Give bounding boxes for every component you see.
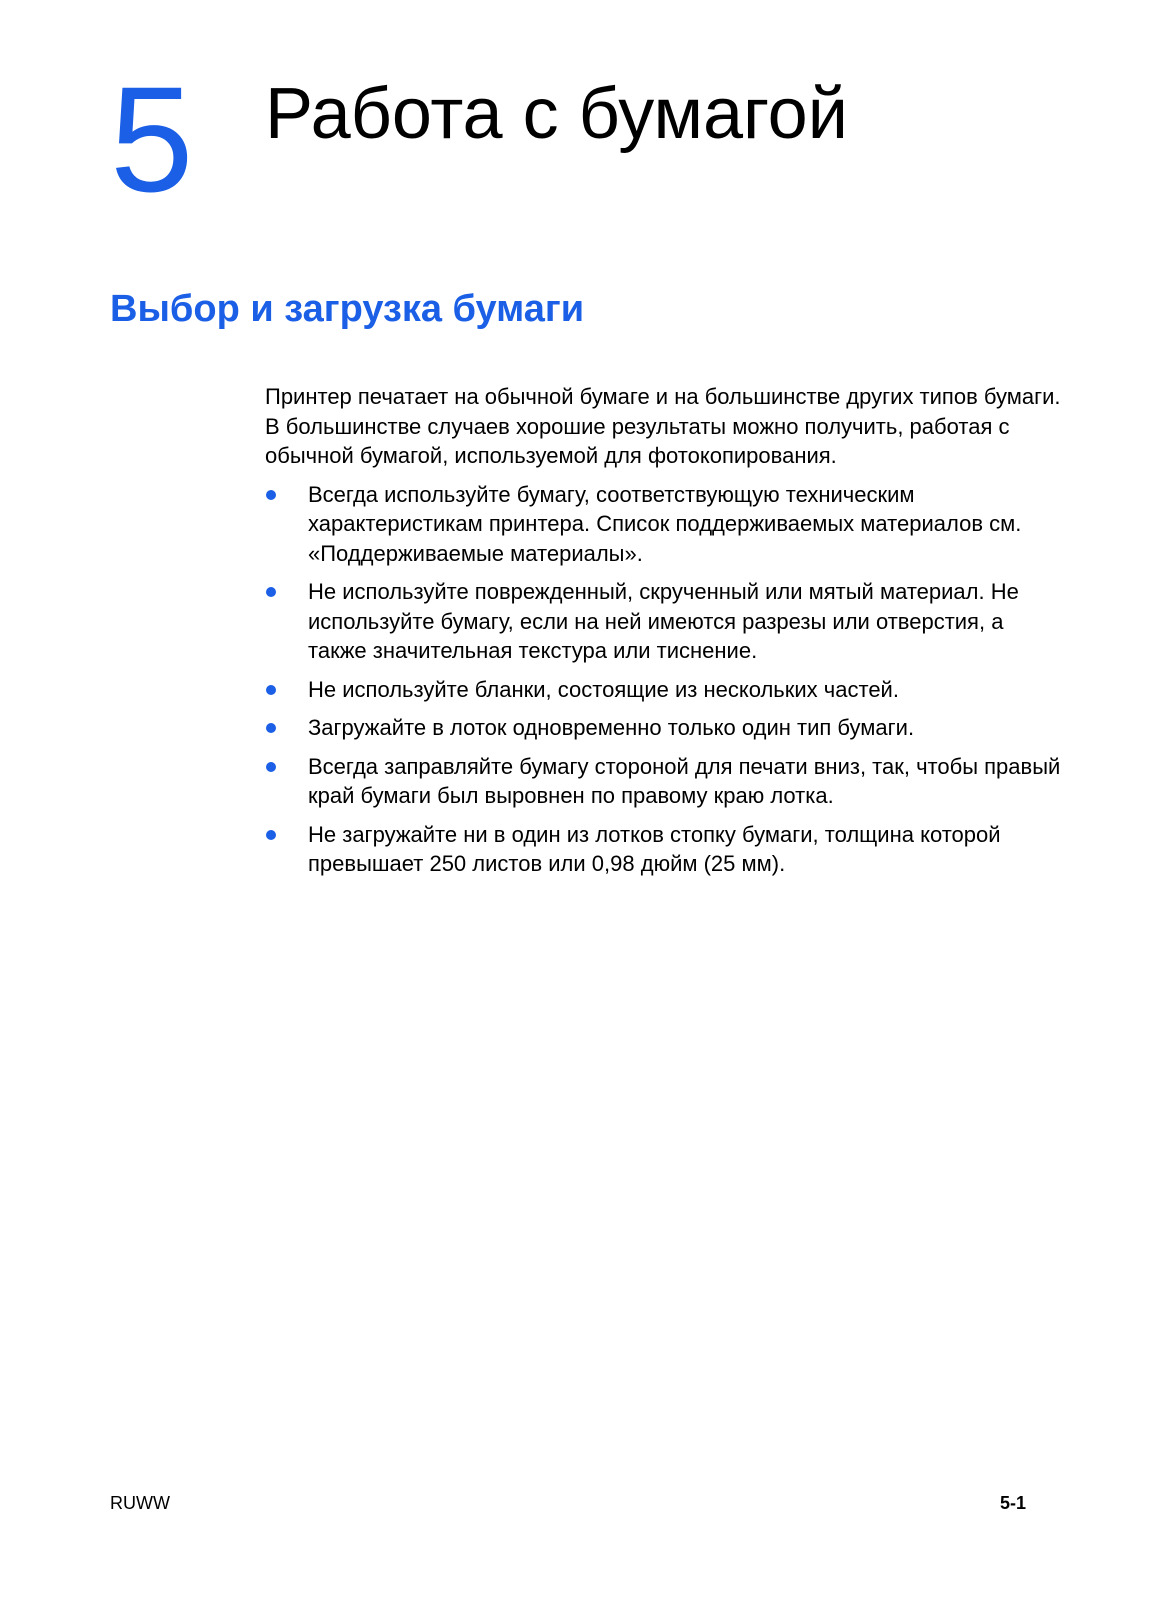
list-item xyxy=(265,480,1065,569)
list-item xyxy=(265,752,1065,811)
footer-locale-code: RUWW xyxy=(110,1493,170,1513)
chapter-title: Работа с бумагой xyxy=(265,74,848,154)
bullet-dot-icon xyxy=(266,723,276,733)
chapter-number: 5 xyxy=(110,55,194,223)
bullet-dot-icon xyxy=(266,490,276,500)
list-item xyxy=(265,577,1065,666)
bullet-dot-icon xyxy=(266,587,276,597)
bullet-dot-icon xyxy=(266,830,276,840)
section-body xyxy=(265,382,1065,888)
footer-page-number: 5-1 xyxy=(999,1493,1026,1513)
list-item-text: Загружайте в лоток одновременно только один тип бумаги. xyxy=(308,715,915,740)
list-item xyxy=(265,675,1065,705)
bullet-dot-icon xyxy=(266,685,276,695)
intro-paragraph: Принтер печатает на обычной бумаге и на большинстве других типов бумаги. В большинстве случаев хорошие результаты можно получить, работая с обычной бумагой, используемой для фотокопирования. xyxy=(265,384,1061,468)
list-item-text: Всегда заправляйте бумагу стороной для печати вниз, так, чтобы правый край бумаги был выровнен по правому краю лотка. xyxy=(308,753,1061,808)
section-heading: Выбор и загрузка бумаги xyxy=(110,288,585,330)
list-item-text: Не загружайте ни в один из лотков стопку бумаги, толщина которой превышает 250 листов или 0,98 дюйм (25 мм). xyxy=(308,821,1001,876)
list-item xyxy=(265,820,1065,879)
list-item-text: Всегда используйте бумагу, соответствующую техническим характеристикам принтера. Список поддерживаемых материалов см. «Поддерживаемые материалы». xyxy=(308,481,1022,566)
bullet-list xyxy=(265,480,1065,879)
bullet-dot-icon xyxy=(266,762,276,772)
list-item xyxy=(265,713,1065,743)
list-item-text: Не используйте поврежденный, скрученный или мятый материал. Не используйте бумагу, если на ней имеются разрезы или отверстия, а также значительная текстура или тиснение. xyxy=(308,579,1019,663)
list-item-text: Не используйте бланки, состоящие из нескольких частей. xyxy=(308,676,899,702)
